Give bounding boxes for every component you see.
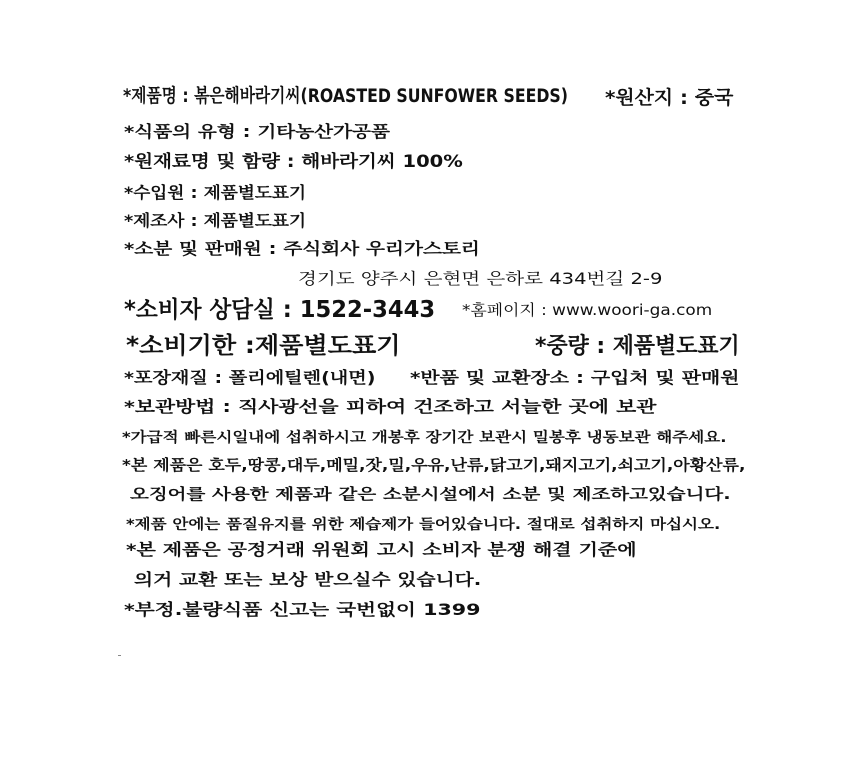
- food-type: *식품의 유형 : 기타농산가공품: [124, 122, 390, 141]
- manufacturer: *제조사 : 제품별도표기: [124, 211, 307, 230]
- notice-freshness: *가급적 빠른시일내에 섭취하시고 개봉후 장기간 보관시 밀봉후 냉동보관 해주세요.: [122, 430, 727, 446]
- address: 경기도 양주시 은현면 은하로 434번길 2-9: [298, 269, 663, 288]
- dispute-line-2: 의거 교환 또는 보상 받으실수 있습니다.: [134, 570, 482, 589]
- notice-desiccant: *제품 안에는 품질유지를 위한 제습제가 들어있습니다. 절대로 섭취하지 마십시오.: [126, 517, 721, 533]
- storage: *보관방법 : 직사광선을 피하여 건조하고 서늘한 곳에 보관: [124, 397, 657, 416]
- allergy-line-1: *본 제품은 호두,땅콩,대두,메밀,잣,밀,우유,난류,닭고기,돼지고기,쇠고기,아황산류,: [122, 456, 746, 474]
- weight: *중량 : 제품별도표기: [535, 334, 740, 359]
- homepage: *홈페이지 : www.woori-ga.com: [462, 301, 713, 319]
- report-hotline: *부정.불량식품 신고는 국번없이 1399: [124, 600, 481, 619]
- expiry: *소비기한 :제품별도표기: [126, 333, 401, 359]
- speck: [118, 655, 121, 656]
- allergy-line-2: 오징어를 사용한 제품과 같은 소분시설에서 소분 및 제조하고있습니다.: [130, 485, 731, 503]
- packaging: *포장재질 : 폴리에틸렌(내면): [124, 368, 376, 387]
- ingredients: *원재료명 및 함량 : 해바라기씨 100%: [124, 152, 463, 172]
- origin: *원산지 : 중국: [605, 88, 734, 109]
- consumer-center: *소비자 상담실 : 1522-3443: [124, 297, 436, 323]
- return-place: *반품 및 교환장소 : 구입처 및 판매원: [410, 368, 740, 387]
- dispute-line-1: *본 제품은 공정거래 위원회 고시 소비자 분쟁 해결 기준에: [126, 540, 637, 559]
- product-name: *제품명 : 볶은해바라기씨(ROASTED SUNFOWER SEEDS): [123, 86, 568, 107]
- distributor: *소분 및 판매원 : 주식회사 우리가스토리: [124, 239, 480, 258]
- importer: *수입원 : 제품별도표기: [124, 183, 307, 202]
